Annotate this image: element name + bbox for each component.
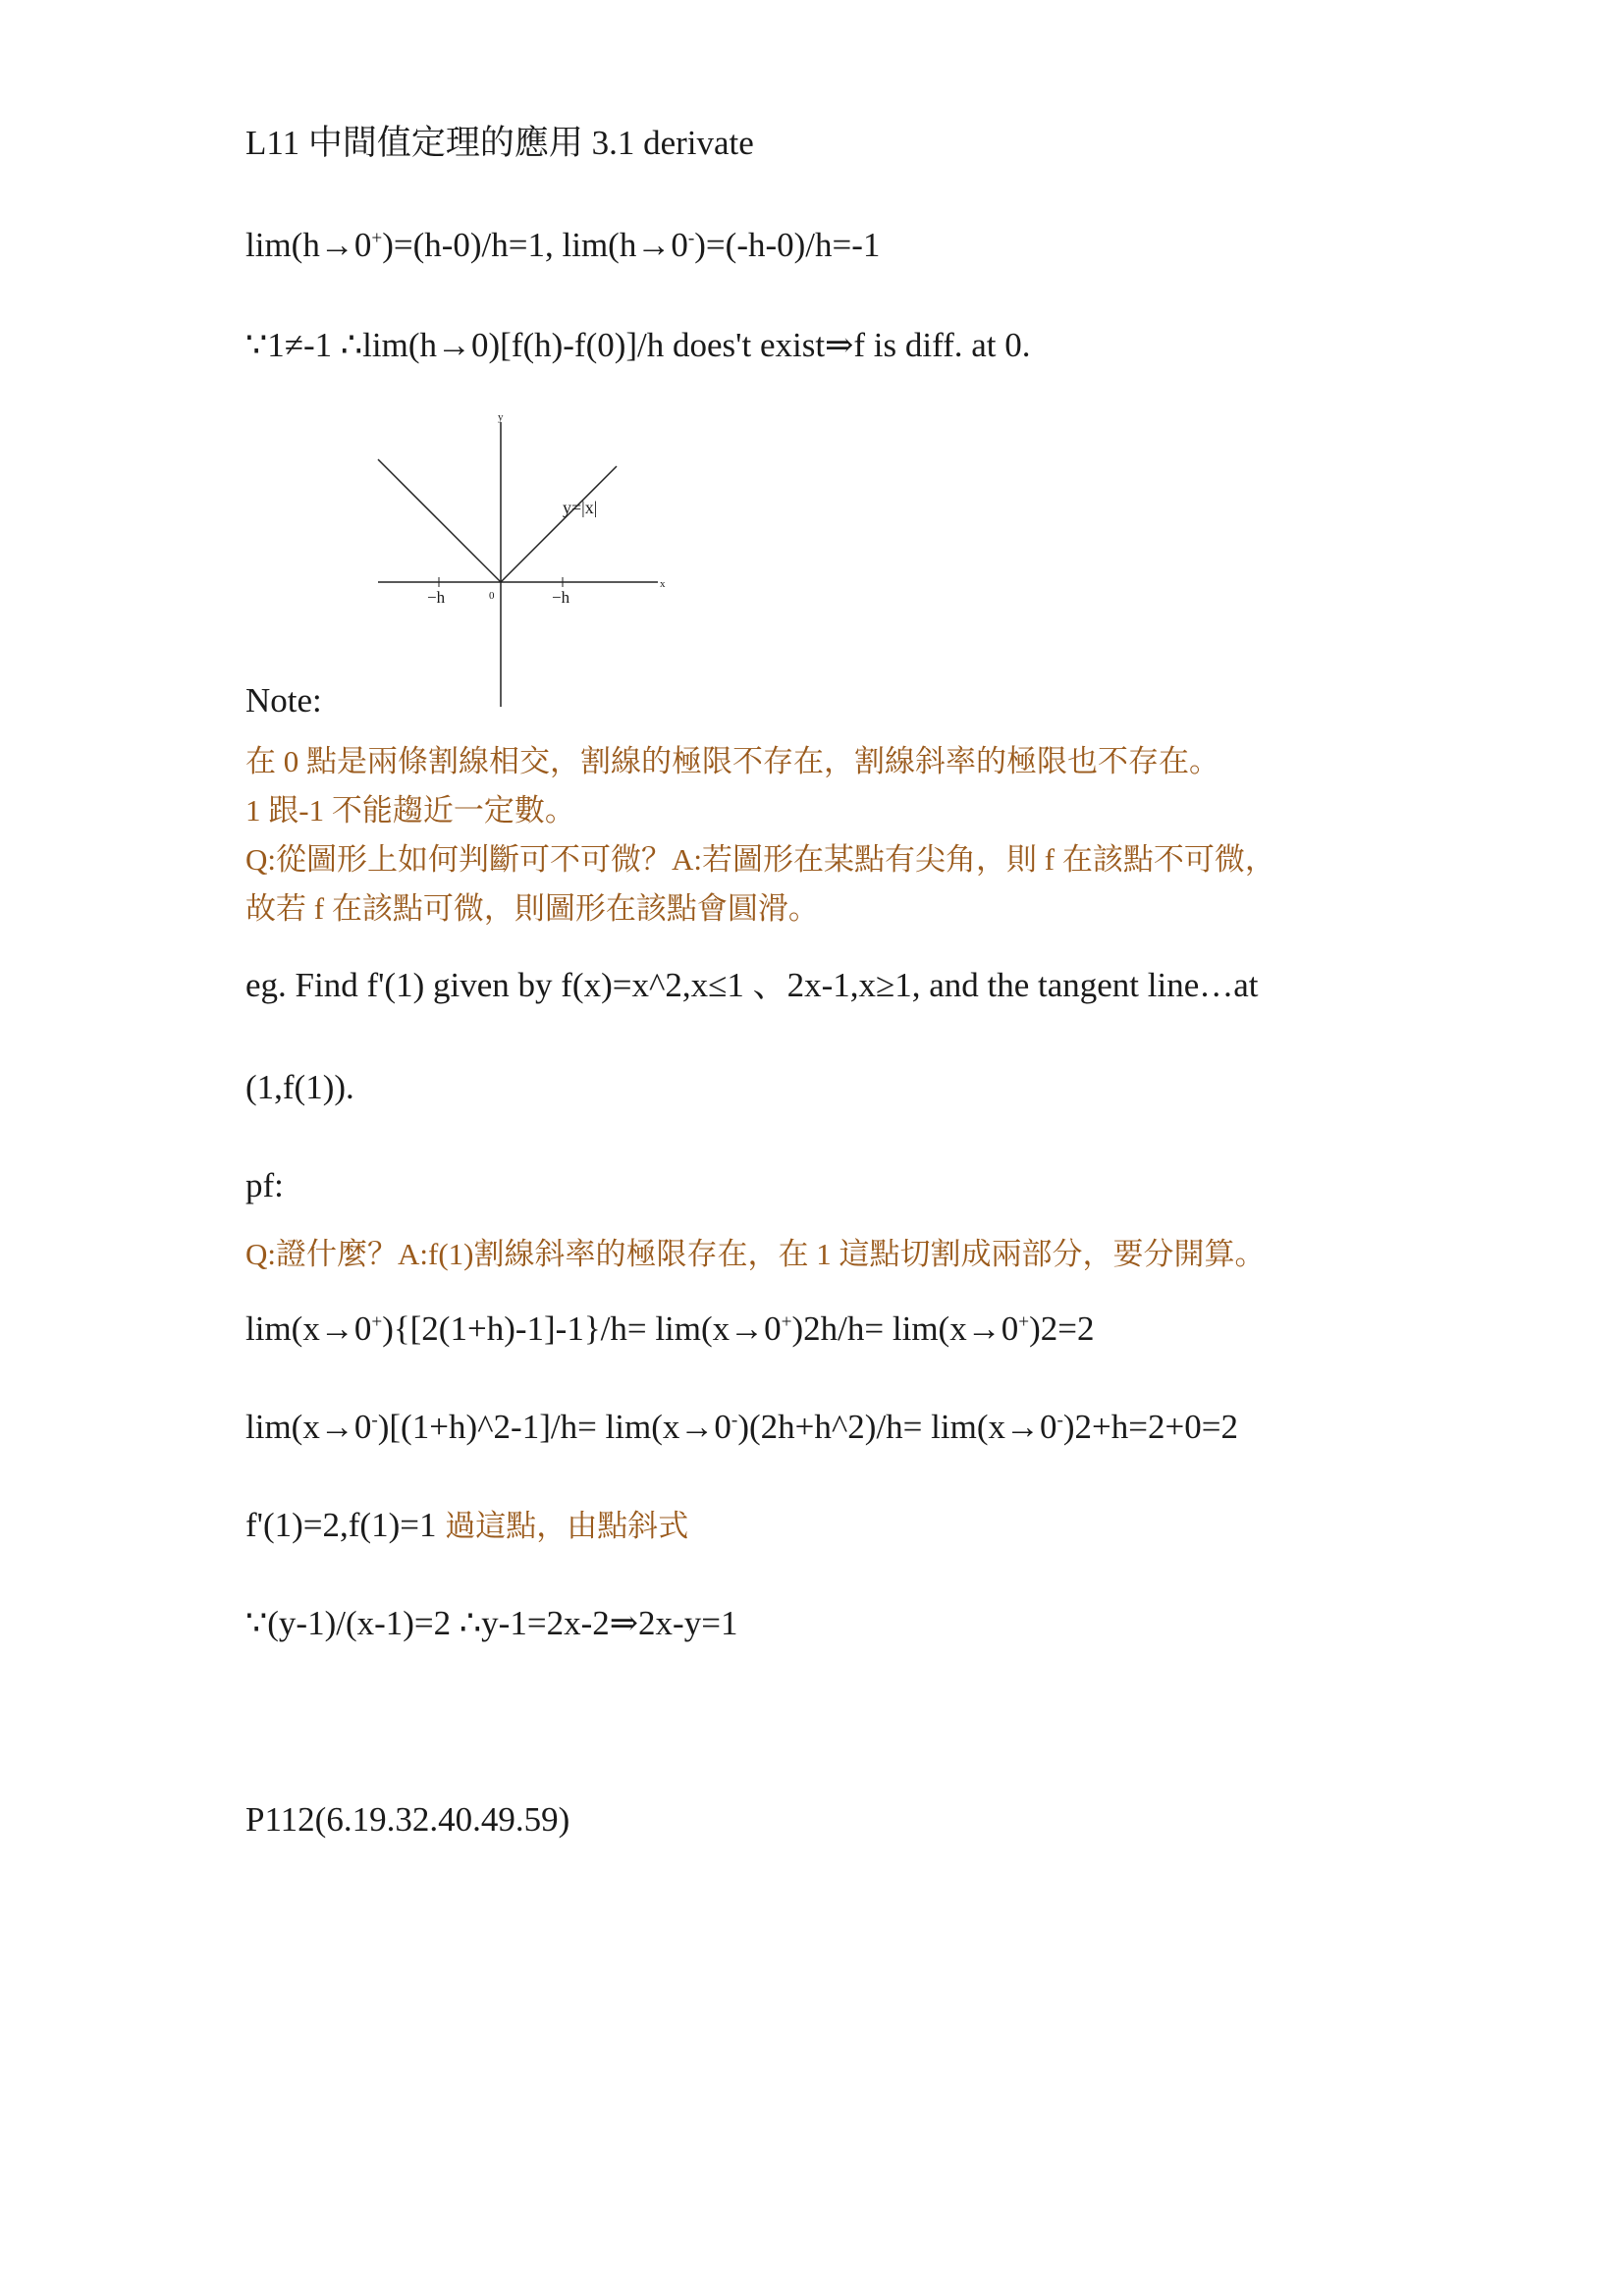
text-seg: )=(h-0)/h=1, lim(h→0	[382, 226, 688, 264]
curve-label: y=|x|	[563, 498, 598, 517]
left-limit-line	[245, 1410, 1238, 1444]
superscript: -	[1056, 1410, 1063, 1431]
x-axis-label: x	[660, 578, 666, 590]
text-seg: )[(1+h)^2-1]/h= lim(x→0	[377, 1408, 731, 1446]
proof-label: pf:	[245, 1166, 284, 1204]
right-limit-line	[245, 1311, 1094, 1346]
text-seg: )2=2	[1029, 1309, 1095, 1348]
derivative-value-line	[245, 1508, 688, 1542]
superscript: +	[781, 1311, 792, 1333]
note-line-3: Q:從圖形上如何判斷可不可微？A:若圖形在某點有尖角，則 f 在該點不可微，	[245, 842, 1275, 877]
page-title: L11 中間值定理的應用 3.1 derivate	[245, 124, 754, 162]
text-seg: lim(h→0	[245, 226, 372, 264]
tick-left-label: −h	[427, 588, 446, 607]
note-line-2: 1 跟-1 不能趨近一定數。	[245, 793, 575, 828]
example-line-2: (1,f(1)).	[245, 1068, 354, 1106]
origin-label: 0	[489, 590, 495, 602]
point-slope-note: 過這點，由點斜式	[445, 1509, 689, 1543]
note-line-4: 故若 f 在該點可微，則圖形在該點會圓滑。	[245, 891, 819, 926]
superscript: -	[371, 1410, 378, 1431]
note-label: Note:	[245, 681, 322, 720]
curve-right-branch	[501, 466, 617, 582]
abs-value-graph	[373, 412, 677, 717]
text-seg: )=(-h-0)/h=-1	[694, 226, 881, 264]
conclusion-line: ∵1≠-1 ∴lim(h→0)[f(h)-f(0)]/h does't exist⇒f is diff. at 0.	[245, 326, 1031, 364]
text-seg: )2+h=2+0=2	[1062, 1408, 1239, 1446]
text-seg: )2h/h= lim(x→0	[791, 1309, 1019, 1348]
curve-left-branch	[378, 459, 501, 582]
one-sided-limits-line	[245, 228, 880, 262]
text-seg: )(2h+h^2)/h= lim(x→0	[737, 1408, 1057, 1446]
note-line-1: 在 0 點是兩條割線相交，割線的極限不存在，割線斜率的極限也不存在。	[245, 744, 1219, 778]
superscript: +	[371, 1311, 383, 1333]
text-seg: lim(x→0	[245, 1408, 372, 1446]
y-axis-label: y	[498, 412, 504, 423]
tick-right-label: −h	[552, 588, 570, 607]
example-line-1: eg. Find f'(1) given by f(x)=x^2,x≤1 、2x-1,x≥1, and the tangent line…at	[245, 966, 1259, 1004]
superscript: +	[371, 228, 383, 249]
superscript: -	[731, 1410, 738, 1431]
text-seg: f'(1)=2,f(1)=1	[245, 1506, 446, 1544]
text-seg: lim(x→0	[245, 1309, 372, 1348]
superscript: -	[687, 228, 695, 249]
superscript: +	[1018, 1311, 1030, 1333]
text-seg: ){[2(1+h)-1]-1}/h= lim(x→0	[382, 1309, 782, 1348]
tangent-line-equation: ∵(y-1)/(x-1)=2 ∴y-1=2x-2⇒2x-y=1	[245, 1604, 738, 1642]
proof-question: Q:證什麼？A:f(1)割線斜率的極限存在，在 1 這點切割成兩部分，要分開算。	[245, 1237, 1266, 1271]
homework-reference: P112(6.19.32.40.49.59)	[245, 1800, 570, 1839]
